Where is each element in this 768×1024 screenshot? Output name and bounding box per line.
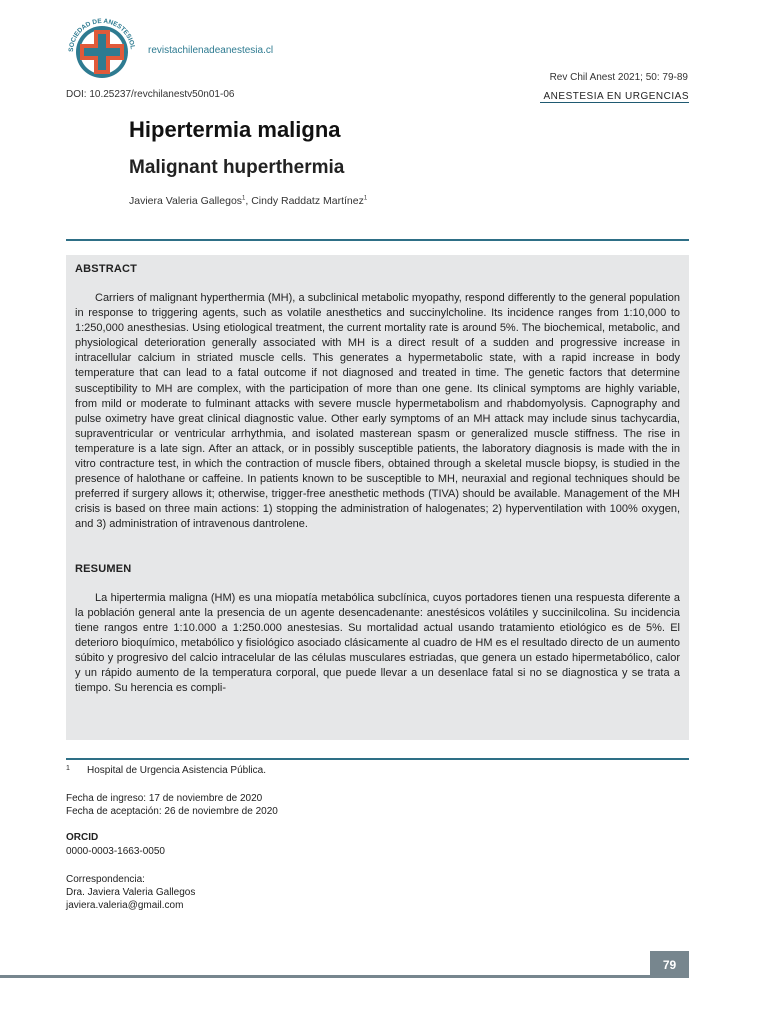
orcid-value[interactable]: 0000-0003-1663-0050	[66, 846, 165, 857]
footer-rule	[0, 975, 689, 978]
society-logo	[63, 14, 141, 80]
society-logo-icon	[63, 14, 141, 80]
author-name: Javiera Valeria Gallegos	[129, 195, 243, 207]
abstract-box	[66, 255, 689, 740]
journal-citation: Rev Chil Anest 2021; 50: 79-89	[549, 72, 688, 83]
abstract-text: Carriers of malignant hyperthermia (MH), a subclinical metabolic myopathy, respond differently to the general population in response to triggering agents, such as volatile anesthetics and succinylcholine. Its incidence ranges from 1:10,000 to 1:250,000 anesthesias. Using etiological treatment, the current mortality rate is around 5%. The biochemical, metabolic, and physiological deterioration generally associated with MH is a direct result of a sudden and progressive increase in intracellular calcium in striated muscle cells. This generates a hypermetabolic state, with a rapid increase in body temperature that can lead to a fatal outcome if not diagnosed and treated in time. The genetic factors that determine susceptibility to MH are complex, with the participation of more than one gene. Its clinical symptoms are highly variable, from mild or moderate to fulminant attacks with severe muscle hypermetabolism and rhabdomyolysis. Capnography and pulse oximetry have great clinical diagnostic value. Other early symptoms of an MH attack may include sinus tachycardia, supraventricular or ventricular arrhythmia, and isolated masterean spasm or generalized muscle stiffness. The rise in temperature is a late sign. After an attack, or in possibly susceptible patients, the laboratory diagnosis is made with the in vitro contracture test, in which the contraction of muscle fibers, obtained through a skeletal muscle biopsy, is studied in the presence of halothane or caffeine. In patients known to be susceptible to MH, neuraxial and regional techniques should be preferred if surgery allows it; otherwise, trigger-free anesthetic methods (TIVA) should be available. Management of the MH crisis is based on three main actions: 1) stopping the administration of halogenates; 2) hyperventilation with 100% oxygen, and 3) administration of intravenous dantrolene.	[75, 292, 680, 531]
site-url-link[interactable]: revistachilenadeanestesia.cl	[148, 45, 274, 56]
orcid-block	[66, 831, 165, 859]
author-separator: ,	[245, 195, 252, 207]
footnote-text: Hospital de Urgencia Asistencia Pública.	[87, 765, 266, 776]
author-name: Cindy Raddatz Martínez	[251, 195, 364, 207]
resumen-heading: RESUMEN	[75, 562, 132, 575]
title-divider	[66, 239, 689, 241]
correspondence-email[interactable]: javiera.valeria@gmail.com	[66, 900, 184, 911]
article-subtitle: Malignant huperthermia	[129, 157, 345, 178]
correspondence-label: Correspondencia:	[66, 874, 145, 885]
section-label: ANESTESIA EN URGENCIAS	[543, 91, 689, 102]
logo-arc-text: SOCIEDAD DE ANESTESIOL	[67, 17, 136, 53]
correspondence-block	[66, 873, 195, 912]
affiliation-footnote	[66, 765, 266, 776]
title-block	[129, 117, 689, 207]
resumen-text: La hipertermia maligna (HM) es una miopatía metabólica subclínica, cuyos portadores tienen una respuesta diferente a la población general ante la presencia de un agente desencadenante: anestésicos volátiles y succinilcolina. Su incidencia tiene rangos entre 1:10.000 a 1:250.000 anestesias. Su mortalidad actual usando tratamiento etiológico es de 5%. El deterioro bioquímico, metabólico y fisiológico asociado clásicamente al cuadro de HM es el resultado directo de un aumento súbito y progresivo del calcio intracelular de las células musculares estriadas, que genera un estado hipermetabólico, calor y un rápido aumento de la temperatura corporal, que puede llevar a un desenlace fatal si no se diagnostica y se trata a tiempo. Su herencia es compli-	[75, 591, 680, 695]
footnote-number: 1	[66, 765, 70, 772]
header-divider	[540, 102, 689, 103]
correspondence-name: Dra. Javiera Valeria Gallegos	[66, 887, 196, 898]
affiliation-mark: 1	[242, 195, 246, 202]
author-line	[129, 195, 689, 207]
abstract-heading: ABSTRACT	[75, 263, 138, 275]
date-received: Fecha de ingreso: 17 de noviembre de 2020	[66, 793, 263, 804]
date-accepted: Fecha de aceptación: 26 de noviembre de 2020	[66, 806, 278, 817]
footnote-divider	[66, 758, 689, 760]
orcid-label: ORCID	[66, 832, 99, 843]
page-number: 79	[650, 951, 689, 978]
article-title: Hipertermia maligna	[129, 117, 341, 142]
doi-label[interactable]: DOI: 10.25237/revchilanestv50n01-06	[66, 89, 235, 100]
affiliation-mark: 1	[363, 195, 368, 202]
submission-dates	[66, 792, 278, 818]
